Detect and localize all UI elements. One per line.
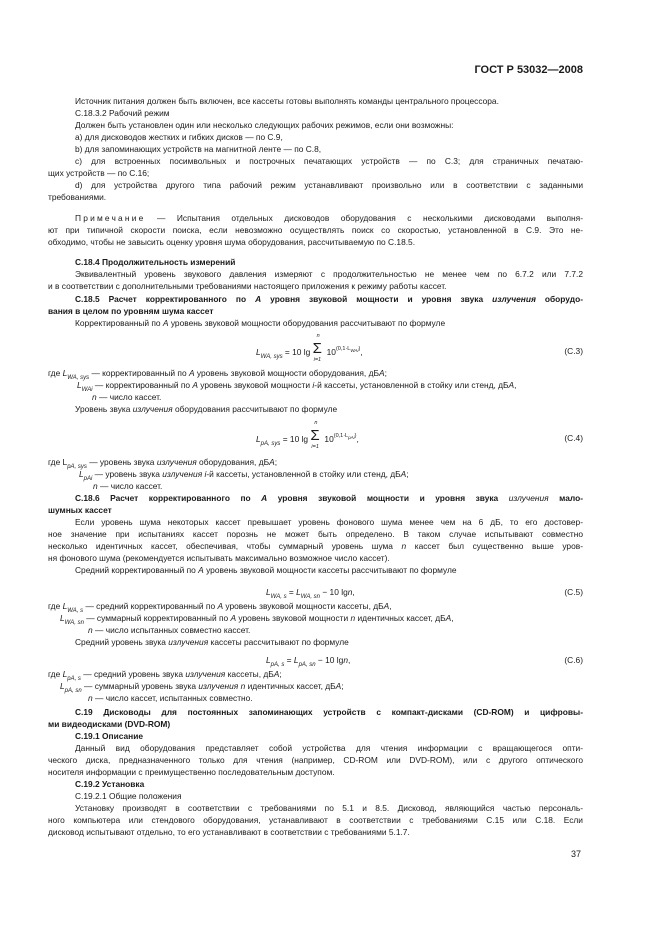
text-segment: ного компьютера или стендового оборудования, устанавливают в соответствии с требованиями С.15 или С.18. Если <box>48 815 583 825</box>
text-line <box>48 719 170 730</box>
text-segment: С.19 Дисководы для постоянных запоминающих устройств с компакт-дисками (CD-ROM) и цифровы- <box>75 707 583 717</box>
text-segment: кассеты рассчитывают по формуле <box>208 637 349 647</box>
text-segment: n <box>93 481 98 491</box>
text-line <box>75 156 583 167</box>
formula-exponent: (0,1·L <box>335 346 351 352</box>
text-segment: уровень звуковой мощности кассеты рассчитывают по формуле <box>203 565 457 575</box>
text-segment: Уровень звука <box>75 404 133 414</box>
subscript: pA, s <box>67 676 81 682</box>
text-segment: С.18.5 Расчет корректированного по <box>75 294 256 304</box>
text-segment: требованиями. <box>48 192 107 202</box>
text-segment: n <box>401 541 407 551</box>
text-segment: Примечание <box>75 213 146 223</box>
text-segment: -й кассеты, установленной в стойку или стенд, дБ <box>314 380 509 390</box>
document-header: ГОСТ Р 53032—2008 <box>474 64 583 76</box>
text-segment: А <box>508 380 515 390</box>
text-line <box>75 257 235 268</box>
text-line <box>75 120 453 131</box>
text-segment: С.18.3.2 Рабочий режим <box>75 108 170 118</box>
text-segment: А <box>269 457 275 467</box>
text-segment: — средний корректированный по <box>83 601 218 611</box>
text-segment: несколько идентичных кассет, обеспечивая, чтобы суммарный уровень шума <box>48 541 402 551</box>
text-segment: где <box>48 368 63 378</box>
text-segment: Средний уровень звука <box>75 637 169 647</box>
text-segment: оборудо- <box>535 294 583 304</box>
text-segment: Средний корректированный по <box>75 565 199 575</box>
text-segment: d) для устройства другого типа рабочий режим устанавливают произвольно или в соответствии с заданными <box>75 180 583 190</box>
formula-lhs-subscript: pA, sys <box>260 441 281 447</box>
text-line <box>75 108 170 119</box>
text-line <box>93 481 162 492</box>
text-line <box>75 565 457 576</box>
text-line <box>48 192 106 203</box>
text-segment: А <box>188 368 195 378</box>
text-segment: — число кассет, испытанных совместно. <box>92 693 253 703</box>
text-segment: где L <box>48 457 68 467</box>
text-segment: идентичных кассет, дБ <box>355 613 446 623</box>
text-line <box>48 815 583 826</box>
text-segment: и в соответствии с дополнительными требованиями настоящего приложения к режиму работы кассет. <box>48 281 447 291</box>
text-segment: А <box>255 294 262 304</box>
formula-lhs-subscript: WA, s <box>270 594 287 600</box>
text-segment: А <box>217 601 224 611</box>
text-line <box>75 791 182 802</box>
text-segment: Установку производят в соответствии с требованиями по 5.1 и 8.5. Дисковод, являющийся частью персональ- <box>75 803 583 813</box>
formula-c4 <box>256 420 586 452</box>
formula-operator: = 10 lg <box>284 347 311 357</box>
formula-exponent: (0,1·L <box>333 433 349 439</box>
text-segment: дисковод испытывают отдельно, то его устанавливают в соответствии с требованиями 5.1.7. <box>48 827 410 837</box>
sum-upper-limit: n <box>314 420 318 426</box>
formula-exponent-subscript: WAi <box>350 348 359 353</box>
text-segment: обходимо, чтобы не завысить оценку уровня шума оборудования, рассчитываемую по С.18.5. <box>48 237 416 247</box>
text-segment: b) для запоминающих устройств на магнитной ленте — по С.8, <box>75 144 322 154</box>
formula-lhs: L <box>256 347 261 357</box>
text-segment: А <box>335 681 342 691</box>
text-segment: оборудования рассчитывают по формуле <box>172 404 338 414</box>
text-line <box>48 225 583 236</box>
text-segment: излучения <box>185 669 226 679</box>
formula-base: 10 <box>326 347 336 357</box>
formula-number-c6: (С.6) <box>564 655 583 665</box>
text-line <box>48 281 447 292</box>
text-segment: ное значение при испытаниях кассет порознь не может быть определено. В таком случае испытывают совместно <box>48 529 583 539</box>
text-segment: носителя информации с преимущественно последовательным доступом. <box>48 767 335 777</box>
text-segment: ; <box>279 669 282 679</box>
text-line <box>48 827 410 838</box>
formula-rhs-subscript: pA, sn <box>298 662 316 668</box>
text-segment: Если уровень шума некоторых кассет превышает уровень фонового шума менее чем на 6 дБ, то его достовер- <box>75 517 583 527</box>
text-segment: — средний уровень звука <box>80 669 186 679</box>
text-segment: L <box>60 613 65 623</box>
text-segment: А <box>273 669 280 679</box>
formula-exponent-subscript: pAi <box>348 435 355 440</box>
text-segment: С.19.2.1 Общие положения <box>75 791 182 801</box>
formula-lhs: L <box>266 655 271 665</box>
text-line <box>75 318 445 329</box>
text-segment: вания в целом по уровням шума кассет <box>48 306 214 316</box>
text-segment: n <box>92 392 97 402</box>
text-line <box>48 505 112 516</box>
text-segment: -й кассеты, установленной в стойку или стенд, дБ <box>206 469 401 479</box>
text-segment: — уровень звука <box>92 469 163 479</box>
formula-operator: = <box>284 655 294 665</box>
text-segment: излучения <box>492 294 536 304</box>
text-segment: Источник питания должен быть включен, все кассеты готовы выполнять команды центрального процессора. <box>75 96 499 106</box>
text-segment: ми видеодисками (DVD-ROM) <box>48 719 171 729</box>
subscript: WAi <box>81 387 93 393</box>
text-line <box>75 132 283 143</box>
formula-lhs-subscript: WA, sys <box>260 354 283 360</box>
text-line <box>48 767 335 778</box>
text-segment: идентичных кассет, дБ <box>245 681 336 691</box>
sum-symbol: Σ <box>312 340 322 357</box>
text-line <box>75 404 337 415</box>
text-line <box>48 168 149 179</box>
text-segment: оборудования, дБ <box>196 457 270 467</box>
formula-lhs-subscript: pA, s <box>270 662 285 668</box>
formula-variable: n <box>343 655 348 665</box>
text-segment: уровень звуковой мощности оборудования, дБ <box>194 368 379 378</box>
formula-base: 10 <box>324 434 334 444</box>
text-segment: L <box>60 681 65 691</box>
text-segment: А <box>445 613 452 623</box>
text-segment: ют при типичной скорости поиска, если невозможно осуществлять поиск со скоростью, установленной в С.9. Это не- <box>48 225 583 235</box>
formula-variable: n <box>347 587 353 597</box>
text-segment: L <box>62 368 68 378</box>
text-segment: излучения n <box>198 681 246 691</box>
subscript: WA, sys <box>67 375 90 381</box>
formula-exponent-end: ) <box>354 433 357 439</box>
formula-c5 <box>266 587 355 600</box>
text-line <box>88 693 253 704</box>
formula-tail: , <box>360 347 363 357</box>
subscript: WA, sn <box>64 620 84 626</box>
text-segment: — число кассет. <box>97 481 163 491</box>
text-segment: , <box>451 613 454 623</box>
text-line <box>92 392 161 403</box>
text-segment: излучения <box>168 637 209 647</box>
text-segment: Эквивалентный уровень звукового давления измеряют с продолжительностью не менее чем по 6.7.2 или 7.7.2 <box>75 269 583 279</box>
text-line <box>48 553 390 564</box>
formula-number-c4: (С.4) <box>564 433 583 443</box>
text-segment: А <box>192 380 198 390</box>
text-line <box>75 803 583 814</box>
formula-tail: , <box>356 434 359 444</box>
text-segment: — число кассет. <box>96 392 162 402</box>
text-line <box>75 180 583 191</box>
page-number: 37 <box>570 849 581 859</box>
text-segment: — уровень звука <box>86 457 157 467</box>
text-segment: уровень звуковой мощности кассеты, дБ <box>223 601 384 611</box>
text-segment: , <box>514 380 517 390</box>
text-segment: L <box>77 380 82 390</box>
text-segment: мало- <box>548 493 583 503</box>
text-segment: кассеты, дБ <box>225 669 274 679</box>
text-segment: ческого диска, предназначенного только для чтения (например, CD-ROM или DVD-ROM), или с другого оптического <box>48 755 583 765</box>
text-segment: i <box>312 380 315 390</box>
text-segment: Корректированный по <box>75 318 163 328</box>
text-segment: где <box>48 601 63 611</box>
text-line <box>75 96 499 107</box>
formula-number-c5: (С.5) <box>564 587 583 597</box>
text-segment: уровень звуковой мощности <box>236 613 351 623</box>
text-segment: А <box>230 613 237 623</box>
text-segment: А <box>261 493 268 503</box>
text-line <box>75 517 583 528</box>
formula-exponent-end: ) <box>358 346 361 352</box>
text-segment: С.18.6 Расчет корректированного по <box>75 493 262 503</box>
subscript: WA, s <box>67 608 84 614</box>
formula-rhs-subscript: WA, sn <box>300 594 321 600</box>
text-line <box>75 493 583 504</box>
text-segment: Данный вид оборудования представляет собой устройства для чтения информации с вращающегося опти- <box>75 743 583 753</box>
text-segment: уровень звуковой мощности <box>197 380 313 390</box>
text-line <box>75 707 583 718</box>
text-segment: L <box>62 601 68 611</box>
text-line <box>75 213 583 224</box>
subscript: pA, sn <box>64 688 82 694</box>
text-segment: ; <box>406 469 409 479</box>
text-segment: уровень звуковой мощности оборудования рассчитывают по формуле <box>168 318 446 328</box>
text-segment: ня фонового шума (рекомендуется испытывать максимально возможное число кассет). <box>48 553 390 563</box>
text-segment: где <box>48 669 63 679</box>
text-segment: а) для дисководов жестких и гибких дисков — по С.9, <box>75 132 283 142</box>
text-segment: — число испытанных совместно кассет. <box>92 625 251 635</box>
text-segment: уровня звуковой мощности и уровня звука <box>261 294 493 304</box>
text-line <box>48 306 213 317</box>
text-line <box>48 755 583 766</box>
text-line <box>75 637 349 648</box>
formula-end: , <box>352 587 355 597</box>
text-segment: А <box>400 469 407 479</box>
formula-tail: − 10 lg <box>320 587 348 597</box>
formula-rhs: L <box>293 655 299 665</box>
text-segment: щих устройств — по С.16; <box>48 168 150 178</box>
text-line <box>88 625 250 636</box>
text-line <box>75 731 143 742</box>
text-line <box>75 779 144 790</box>
text-segment: с) для встроенных посимвольных и построчных печатающих устройств — по С.3; для страничных печатаю- <box>75 156 583 166</box>
text-segment: А <box>198 565 204 575</box>
text-segment: А <box>378 368 385 378</box>
text-segment: Должен быть установлен один или несколько следующих рабочих режимов, если они возможны: <box>75 120 454 130</box>
sum-symbol: Σ <box>310 427 320 444</box>
formula-rhs: L <box>296 587 301 597</box>
text-segment: n <box>350 613 356 623</box>
text-segment: — корректированный по <box>92 380 193 390</box>
formula-c3 <box>256 333 586 365</box>
text-line <box>48 237 415 248</box>
formula-lhs: L <box>266 587 271 597</box>
formula-c6 <box>266 655 350 668</box>
formula-operator: = <box>286 587 297 597</box>
subscript: pA, sys <box>67 464 87 470</box>
text-segment: излучения <box>156 457 197 467</box>
formula-number-c3: (С.3) <box>564 346 583 356</box>
text-segment: излучения <box>132 404 173 414</box>
formula-tail: − 10 lg <box>315 655 344 665</box>
formula-operator: = 10 lg <box>282 434 309 444</box>
text-segment: n <box>88 693 93 703</box>
sum-lower-limit: i=1 <box>311 444 319 450</box>
text-line <box>48 541 583 552</box>
text-segment: L <box>62 669 68 679</box>
text-segment: излучения <box>508 493 549 503</box>
text-segment: — Испытания отдельных дисководов оборудования с несколькими дисководами выполня- <box>145 213 583 223</box>
subscript: pAi <box>83 476 93 482</box>
text-segment: , <box>389 601 392 611</box>
text-segment: ; <box>341 681 344 691</box>
text-line <box>48 529 583 540</box>
text-segment: С.19.1 Описание <box>75 731 144 741</box>
text-segment: А <box>162 318 169 328</box>
text-segment: n <box>88 625 93 635</box>
text-line <box>75 743 583 754</box>
sum-lower-limit: i=1 <box>313 357 322 363</box>
text-segment: ; <box>274 457 278 467</box>
text-line <box>75 269 583 280</box>
text-segment: С.18.4 Продолжительность измерений <box>75 257 236 267</box>
sum-upper-limit: n <box>316 333 320 339</box>
text-segment: — суммарный корректированный по <box>83 613 231 623</box>
text-segment: уровня звуковой мощности и уровня звука <box>267 493 509 503</box>
text-segment: шумных кассет <box>48 505 112 515</box>
formula-end: , <box>347 655 351 665</box>
text-line <box>75 144 321 155</box>
text-segment: А <box>383 601 390 611</box>
formula-lhs: L <box>256 434 261 444</box>
text-segment: — корректированный по <box>89 368 189 378</box>
text-segment: ; <box>384 368 387 378</box>
text-segment: излучения i <box>162 469 207 479</box>
text-segment: кассет был существенно выше уров- <box>406 541 583 551</box>
text-segment: С.19.2 Установка <box>75 779 145 789</box>
text-segment: L <box>79 469 84 479</box>
text-line <box>75 294 583 305</box>
text-segment: — суммарный уровень звука <box>81 681 199 691</box>
